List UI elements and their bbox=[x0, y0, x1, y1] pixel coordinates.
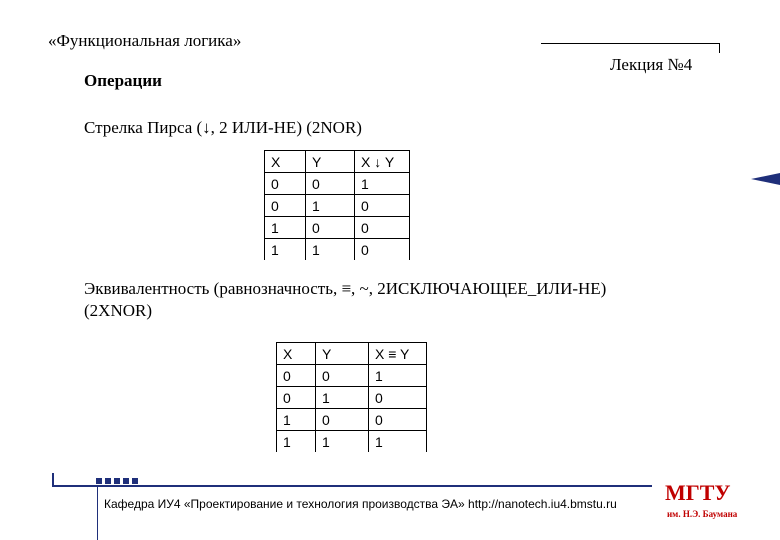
table-cell: 1 bbox=[306, 195, 355, 217]
footer-dot bbox=[132, 478, 138, 484]
table-header-cell: Y bbox=[316, 343, 369, 365]
course-title: «Функциональная логика» bbox=[48, 31, 242, 50]
table-row bbox=[265, 217, 410, 239]
lecture-label: Лекция №4 bbox=[610, 55, 693, 74]
table-cell: 0 bbox=[306, 173, 355, 195]
table-header-cell: X ↓ Y bbox=[355, 151, 410, 173]
table-header-cell: X ≡ Y bbox=[369, 343, 427, 365]
table-cell: 1 bbox=[369, 365, 427, 387]
header-rule bbox=[541, 43, 720, 44]
footer-dot bbox=[105, 478, 111, 484]
table-cell: 0 bbox=[355, 239, 410, 261]
table-cell: 1 bbox=[316, 431, 369, 453]
table-row bbox=[277, 431, 427, 453]
footer-dot bbox=[96, 478, 102, 484]
table-row bbox=[265, 173, 410, 195]
table-row bbox=[277, 365, 427, 387]
table-cell: 0 bbox=[316, 365, 369, 387]
table-cell: 0 bbox=[306, 217, 355, 239]
section-title: Операции bbox=[84, 71, 162, 90]
xnor-heading bbox=[84, 278, 724, 322]
footer-dot bbox=[114, 478, 120, 484]
table-header-cell: Y bbox=[306, 151, 355, 173]
table-row bbox=[277, 387, 427, 409]
xnor-truth-table bbox=[276, 342, 427, 452]
footer-dot bbox=[123, 478, 129, 484]
footer-dots bbox=[96, 478, 138, 484]
table-cell: 0 bbox=[316, 409, 369, 431]
table-row bbox=[277, 409, 427, 431]
table-cell: 1 bbox=[277, 409, 316, 431]
table-cell: 0 bbox=[355, 217, 410, 239]
nor-truth-table bbox=[264, 150, 410, 260]
university-logo-subtitle: им. Н.Э. Баумана bbox=[667, 509, 738, 519]
nor-heading: Стрелка Пирса (↓, 2 ИЛИ-НЕ) (2NOR) bbox=[84, 118, 362, 137]
table-cell: 1 bbox=[369, 431, 427, 453]
table-cell: 0 bbox=[355, 195, 410, 217]
table-row bbox=[265, 239, 410, 261]
table-cell: 0 bbox=[277, 387, 316, 409]
table-cell: 1 bbox=[355, 173, 410, 195]
footer-divider bbox=[97, 486, 98, 540]
footer-rule bbox=[52, 485, 652, 487]
table-cell: 1 bbox=[306, 239, 355, 261]
table-header-row bbox=[277, 343, 427, 365]
table-cell: 1 bbox=[316, 387, 369, 409]
table-cell: 1 bbox=[265, 217, 306, 239]
table-row bbox=[265, 195, 410, 217]
table-header-cell: X bbox=[265, 151, 306, 173]
xnor-heading-line2: (2XNOR) bbox=[84, 301, 152, 320]
table-cell: 0 bbox=[265, 173, 306, 195]
table-header-cell: X bbox=[277, 343, 316, 365]
table-cell: 0 bbox=[369, 387, 427, 409]
table-cell: 0 bbox=[369, 409, 427, 431]
table-header-row bbox=[265, 151, 410, 173]
university-logo-text: МГТУ bbox=[665, 480, 731, 505]
xnor-heading-line1: Эквивалентность (равнозначность, ≡, ~, 2ИСКЛЮЧАЮЩЕЕ_ИЛИ-НЕ) bbox=[84, 279, 607, 298]
table-cell: 1 bbox=[277, 431, 316, 453]
footer-text: Кафедра ИУ4 «Проектирование и технология производства ЭА» http://nanotech.iu4.bmstu.ru bbox=[104, 497, 617, 511]
table-cell: 0 bbox=[277, 365, 316, 387]
table-cell: 0 bbox=[265, 195, 306, 217]
header-rule-tick bbox=[719, 43, 720, 53]
table-cell: 1 bbox=[265, 239, 306, 261]
slide-marker bbox=[751, 173, 780, 185]
